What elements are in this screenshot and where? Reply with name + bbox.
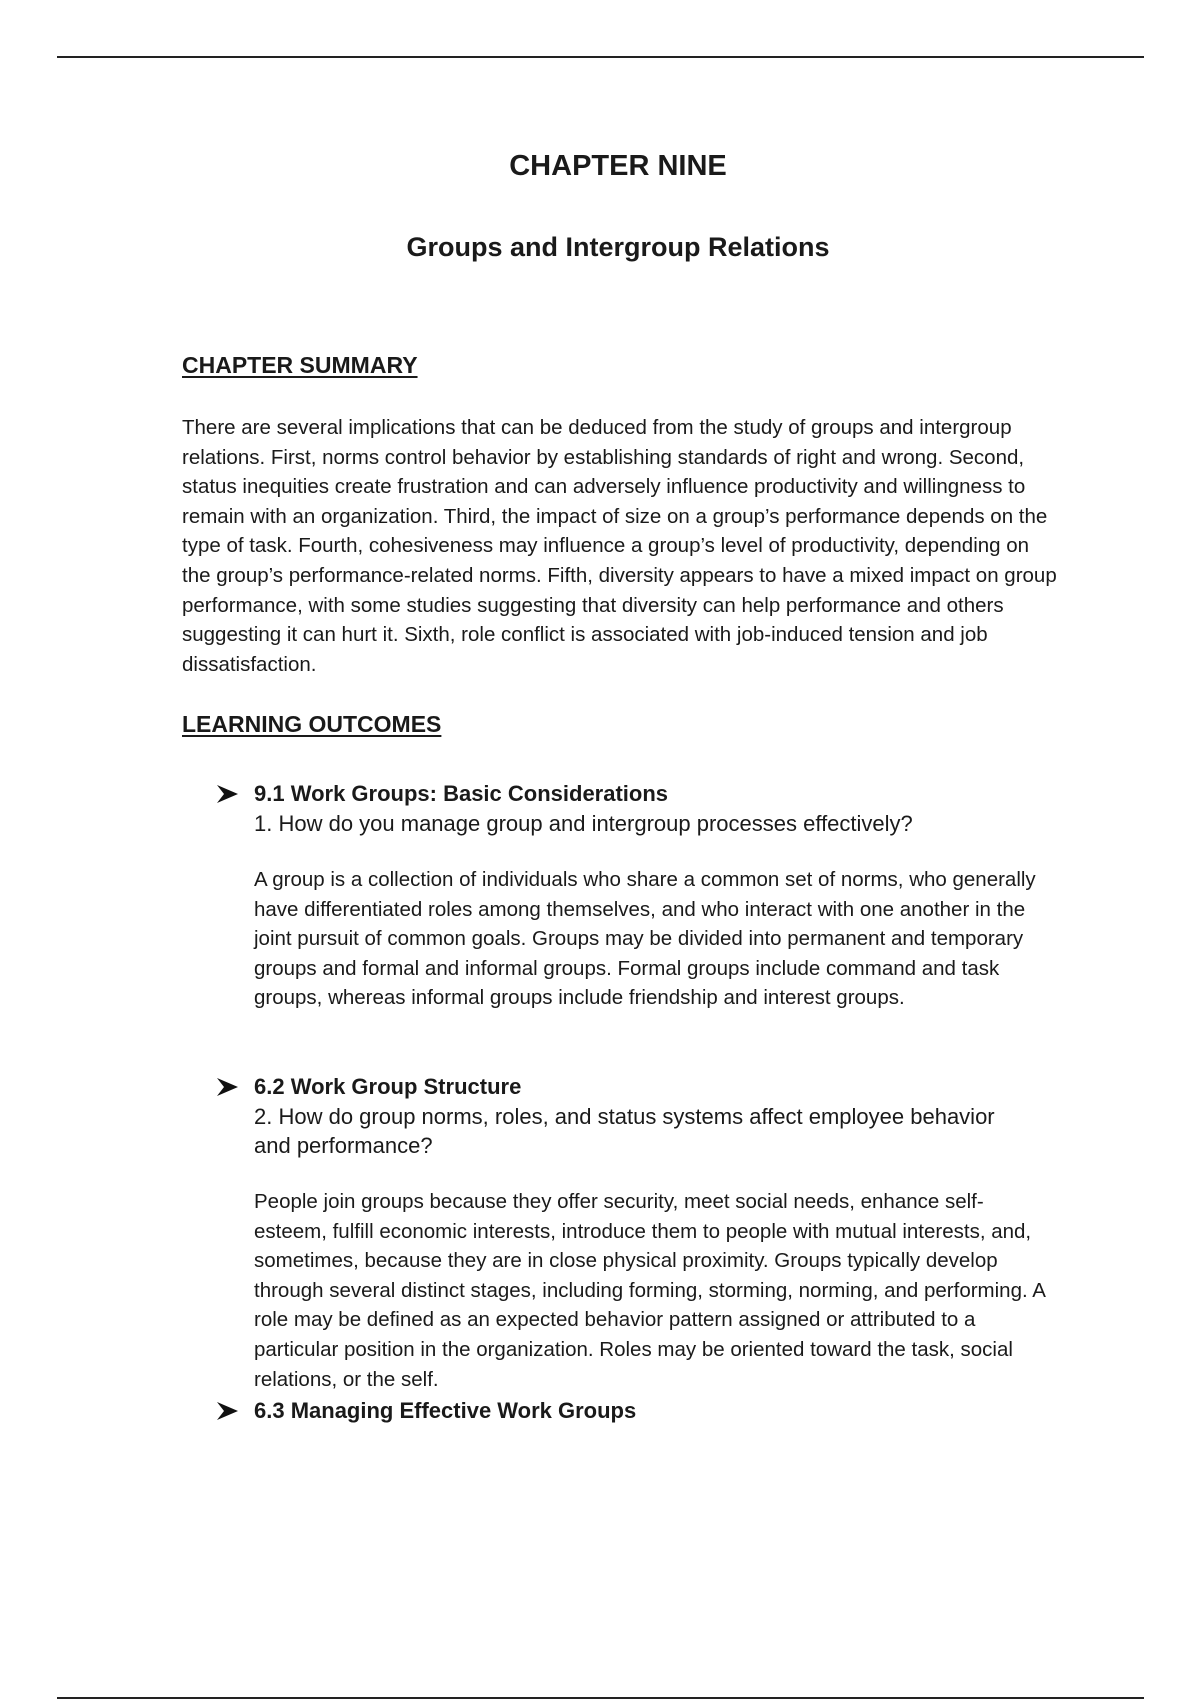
outcome-question: 2. How do group norms, roles, and status systems affect employee behavior and performance? — [254, 1104, 995, 1158]
chapter-subtitle: Groups and Intergroup Relations — [406, 232, 830, 262]
summary-paragraph: There are several implications that can be deduced from the study of groups and intergroup relations. First, norms control behavior by establishing standards of right and wrong. Second, status inequities create frustration and can adversely influence productivity and willingness to remain with an organization. Third, the impact of size on a group’s performance depends on the type of task. Fourth, cohesiveness may influence a group’s level of productivity, depending on the group’s performance-related norms. Fifth, diversity appears to have a mixed impact on group performance, with some studies suggesting that diversity can help performance and others suggesting it can hurt it. Sixth, role conflict is associated with job-induced tension and job dissatisfaction. — [182, 416, 1057, 676]
arrowhead-bullet-icon — [216, 1072, 240, 1102]
outcome-item — [216, 1072, 1076, 1394]
outcome-body: People join groups because they offer security, meet social needs, enhance self-esteem, fulfill economic interests, introduce them to people with mutual interests, and, sometimes, because they are in close physical proximity. Groups typically develop through several distinct stages, including forming, storming, norming, and performing. A role may be defined as an expected behavior pattern assigned or attributed to a particular position in the organization. Roles may be oriented toward the task, social relations, or the self. — [254, 1190, 1045, 1391]
header-rule — [57, 56, 1144, 58]
footer-rule — [57, 1697, 1144, 1699]
outcome-title: 6.3 Managing Effective Work Groups — [254, 1398, 637, 1423]
summary-heading: CHAPTER SUMMARY — [182, 352, 418, 378]
arrowhead-bullet-icon — [216, 779, 240, 809]
outcome-title: 6.2 Work Group Structure — [254, 1074, 522, 1099]
outcome-item — [216, 779, 1076, 1013]
chapter-title: CHAPTER NINE — [509, 150, 727, 182]
learning-outcomes-heading: LEARNING OUTCOMES — [182, 711, 442, 737]
outcome-body: A group is a collection of individuals who share a common set of norms, who generally have differentiated roles among themselves, and who interact with one another in the joint pursuit of common goals. Groups may be divided into permanent and temporary groups and formal and informal groups. Formal groups include command and task groups, whereas informal groups include friendship and interest groups. — [254, 868, 1036, 1010]
outcome-question: 1. How do you manage group and intergroup processes effectively? — [254, 811, 913, 836]
arrowhead-bullet-icon — [216, 1396, 240, 1426]
outcome-title: 9.1 Work Groups: Basic Considerations — [254, 781, 669, 806]
outcome-item — [216, 1396, 1076, 1426]
